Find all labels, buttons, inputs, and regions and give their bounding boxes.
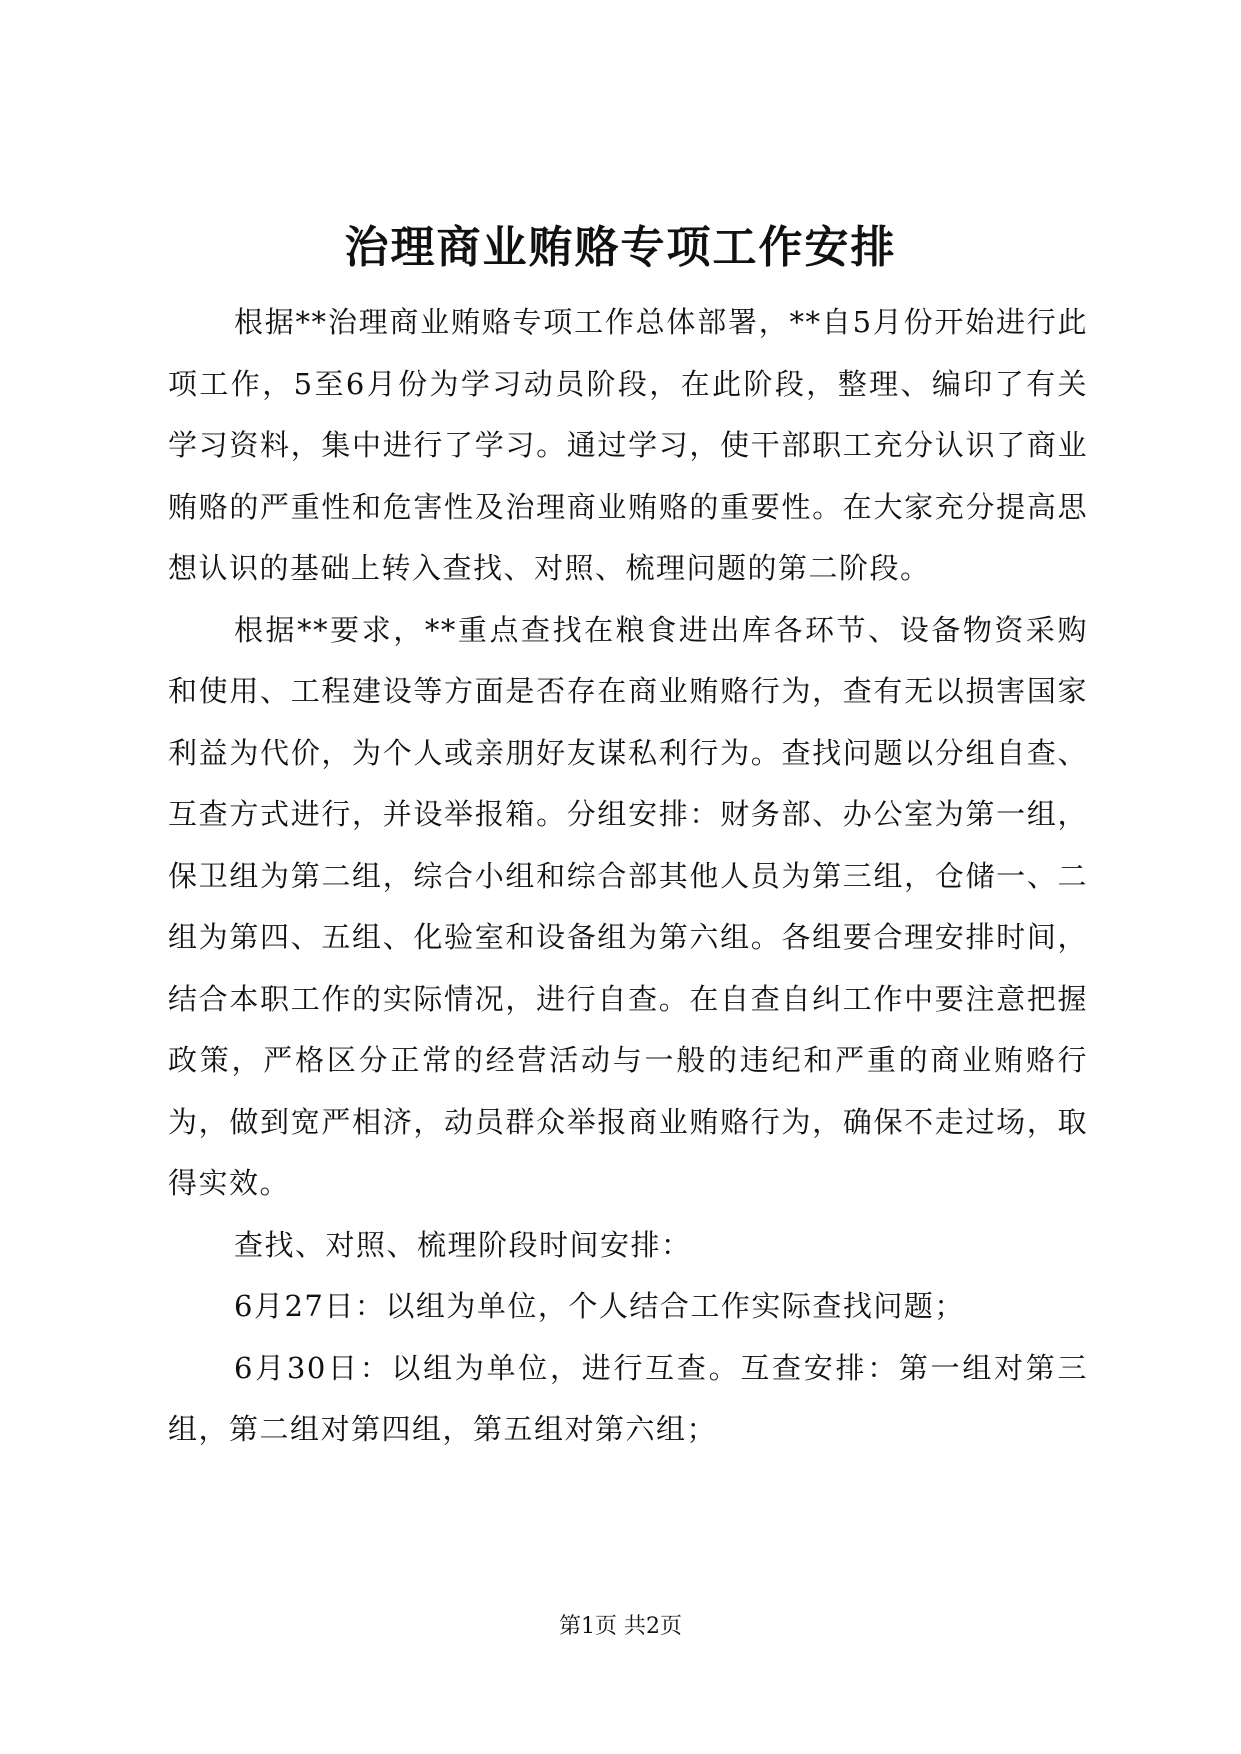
paragraph-2: 根据**要求，**重点查找在粮食进出库各环节、设备物资采购和使用、工程建设等方面是否存在商业贿赂行为，查有无以损害国家利益为代价，为个人或亲朋好友谋私利行为。查找问题以分组自查、互查方式进行，并设举报箱。分组安排：财务部、办公室为第一组，保卫组为第二组，综合小组和综合部其他人员为第三组，仓储一、二组为第四、五组、化验室和设备组为第六组。各组要合理安排时间，结合本职工作的实际情况，进行自查。在自查自纠工作中要注意把握政策，严格区分正常的经营活动与一般的违纪和严重的商业贿赂行为，做到宽严相济，动员群众举报商业贿赂行为，确保不走过场，取得实效。	[168, 612, 1088, 1200]
paragraph-1: 根据**治理商业贿赂专项工作总体部署，**自5月份开始进行此项工作，5至6月份为学习动员阶段，在此阶段，整理、编印了有关学习资料，集中进行了学习。通过学习，使干部职工充分认识了商业贿赂的严重性和危害性及治理商业贿赂的重要性。在大家充分提高思想认识的基础上转入查找、对照、梳理问题的第二阶段。	[168, 305, 1088, 585]
paragraph-5: 6月30日：以组为单位，进行互查。互查安排：第一组对第三组，第二组对第四组，第五组对第六组；	[168, 1350, 1088, 1446]
document-title: 治理商业贿赂专项工作安排	[344, 222, 897, 273]
page-number-footer: 第1页 共2页	[559, 1614, 682, 1639]
paragraph-3: 查找、对照、梳理阶段时间安排：	[234, 1227, 692, 1262]
document-body	[168, 292, 1088, 1461]
paragraph-4: 6月27日：以组为单位，个人结合工作实际查找问题；	[234, 1289, 965, 1323]
